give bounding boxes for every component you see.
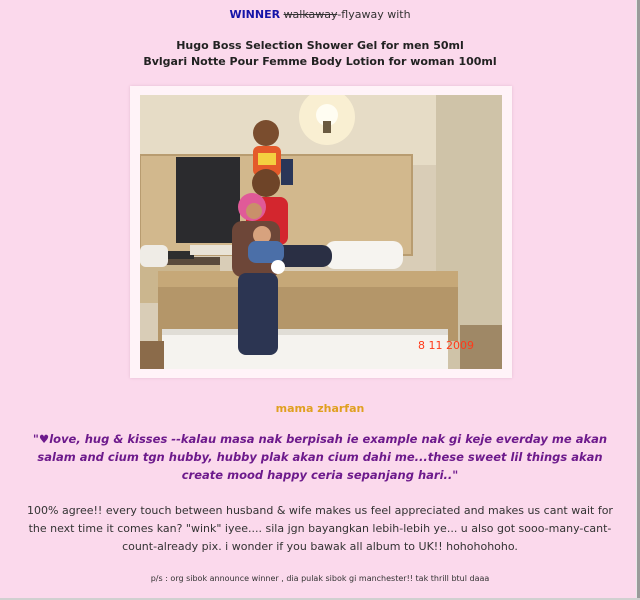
photo-date-stamp: 8 11 2009 xyxy=(418,339,474,352)
photo-frame xyxy=(130,86,512,378)
prize-item-women: Bvlgari Notte Pour Femme Body Lotion for woman 100ml xyxy=(143,55,497,68)
winner-heading xyxy=(0,8,640,21)
winner-label: WINNER xyxy=(229,8,281,21)
reply-comment: 100% agree!! every touch between husband & wife makes us feel appreciated and makes us cant wait for the next time it comes kan? "wink" iyee.... sila jgn bayangkan lebih-lebih ye... u also got sooo-many-cant-count-already pix. i wonder if you bawak all album to UK!! hohohohoho. xyxy=(27,504,613,553)
family-photo-illustration xyxy=(140,95,502,369)
family-photo[interactable] xyxy=(140,95,502,369)
quoted-entry: "♥love, hug & kisses --kalau masa nak berpisah ie example nak gi keje everday me akan salam and cium tgn hubby, hubby plak akan cium dahi me...these sweet lil things akan create mood happy ceria sepanjang hari.." xyxy=(32,432,608,482)
window-edge-highlight xyxy=(636,0,637,600)
postscript-note: p/s : org sibok announce winner , dia pulak sibok gi manchester!! tak thrill btul daaa xyxy=(150,574,490,583)
prize-list xyxy=(0,38,640,70)
struck-word: walkaway xyxy=(283,8,338,21)
prize-item-men: Hugo Boss Selection Shower Gel for men 50ml xyxy=(176,39,464,52)
winner-heading-tail: -flyaway with xyxy=(337,8,411,21)
comment-author: mama zharfan xyxy=(275,402,365,415)
